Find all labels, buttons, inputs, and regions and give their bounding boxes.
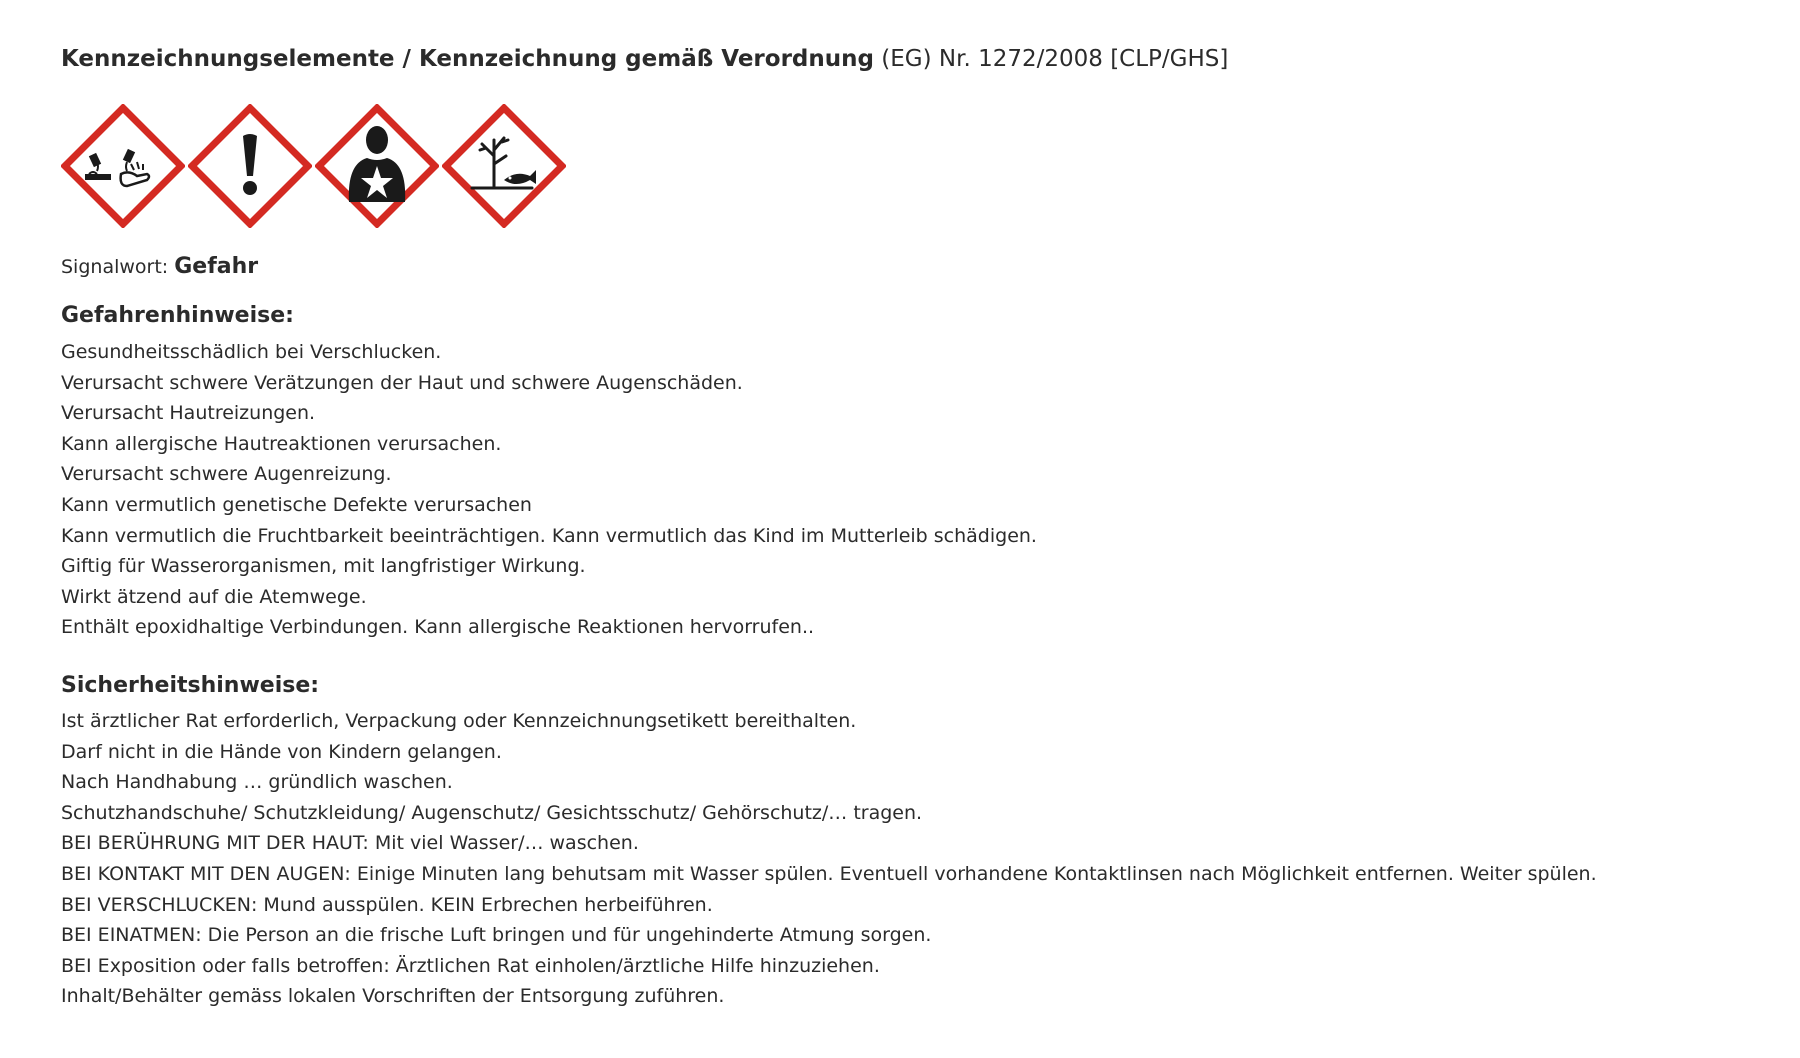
- statement-item: Ist ärztlicher Rat erforderlich, Verpackung oder Kennzeichnungsetikett bereithalten.: [61, 710, 857, 732]
- signal-word: Gefahr: [174, 254, 259, 279]
- statement-item: Giftig für Wasserorganismen, mit langfristiger Wirkung.: [61, 555, 586, 578]
- statement-item: Wirkt ätzend auf die Atemwege.: [61, 585, 367, 608]
- statement-item: Verursacht schwere Verätzungen der Haut und schwere Augenschäden.: [61, 371, 743, 394]
- ghs05-corrosion-icon: [61, 104, 185, 228]
- hazard-statements-title: Gefahrenhinweise:: [61, 303, 294, 328]
- statement-item: BEI KONTAKT MIT DEN AUGEN: Einige Minuten lang behutsam mit Wasser spülen. Eventuell vorhandene Kontaktlinsen nach Möglichkeit entfernen. Weiter spülen.: [61, 862, 1597, 885]
- signal-word-label: Signalwort:: [61, 256, 169, 278]
- statement-item: Nach Handhabung … gründlich waschen.: [61, 771, 453, 794]
- statement-item: Verursacht Hautreizungen.: [61, 402, 316, 425]
- signal-word-line: [61, 254, 258, 279]
- statement-item: Inhalt/Behälter gemäss lokalen Vorschriften der Entsorgung zuführen.: [61, 985, 725, 1008]
- statement-item: BEI VERSCHLUCKEN: Mund ausspülen. KEIN Erbrechen herbeiführen.: [61, 893, 713, 916]
- ghs07-exclamation-mark-icon: [188, 104, 312, 228]
- page-heading: [61, 46, 1228, 72]
- ghs08-health-hazard-icon: [315, 104, 439, 228]
- statement-item: BEI BERÜHRUNG MIT DER HAUT: Mit viel Wasser/… waschen.: [61, 832, 639, 855]
- heading-bold-text: Kennzeichnungselemente / Kennzeichnung gemäß Verordnung: [61, 46, 874, 72]
- statement-item: Verursacht schwere Augenreizung.: [61, 463, 392, 486]
- statement-item: Kann vermutlich die Fruchtbarkeit beeinträchtigen. Kann vermutlich das Kind im Mutterleib schädigen.: [61, 524, 1037, 547]
- hazard-statements-list: [61, 337, 1037, 643]
- statement-item: Enthält epoxidhaltige Verbindungen. Kann allergische Reaktionen hervorrufen..: [61, 616, 815, 639]
- statement-item: Schutzhandschuhe/ Schutzkleidung/ Augenschutz/ Gesichtsschutz/ Gehörschutz/… tragen.: [61, 801, 923, 824]
- precautionary-statements-list: [61, 706, 1597, 1012]
- ghs09-environment-icon: [442, 104, 566, 228]
- statement-item: Kann vermutlich genetische Defekte verursachen: [61, 493, 532, 516]
- heading-regulation-text: (EG) Nr. 1272/2008 [CLP/GHS]: [881, 46, 1229, 72]
- precautionary-statements-title: Sicherheitshinweise:: [61, 673, 320, 698]
- statement-item: BEI EINATMEN: Die Person an die frische Luft bringen und für ungehinderte Atmung sorgen.: [61, 924, 932, 947]
- ghs-pictogram-row: [61, 104, 581, 228]
- statement-item: Gesundheitsschädlich bei Verschlucken.: [61, 341, 442, 363]
- statement-item: BEI Exposition oder falls betroffen: Ärztlichen Rat einholen/ärztliche Hilfe hinzuziehen.: [61, 954, 880, 977]
- statement-item: Darf nicht in die Hände von Kindern gelangen.: [61, 740, 502, 763]
- statement-item: Kann allergische Hautreaktionen verursachen.: [61, 432, 502, 455]
